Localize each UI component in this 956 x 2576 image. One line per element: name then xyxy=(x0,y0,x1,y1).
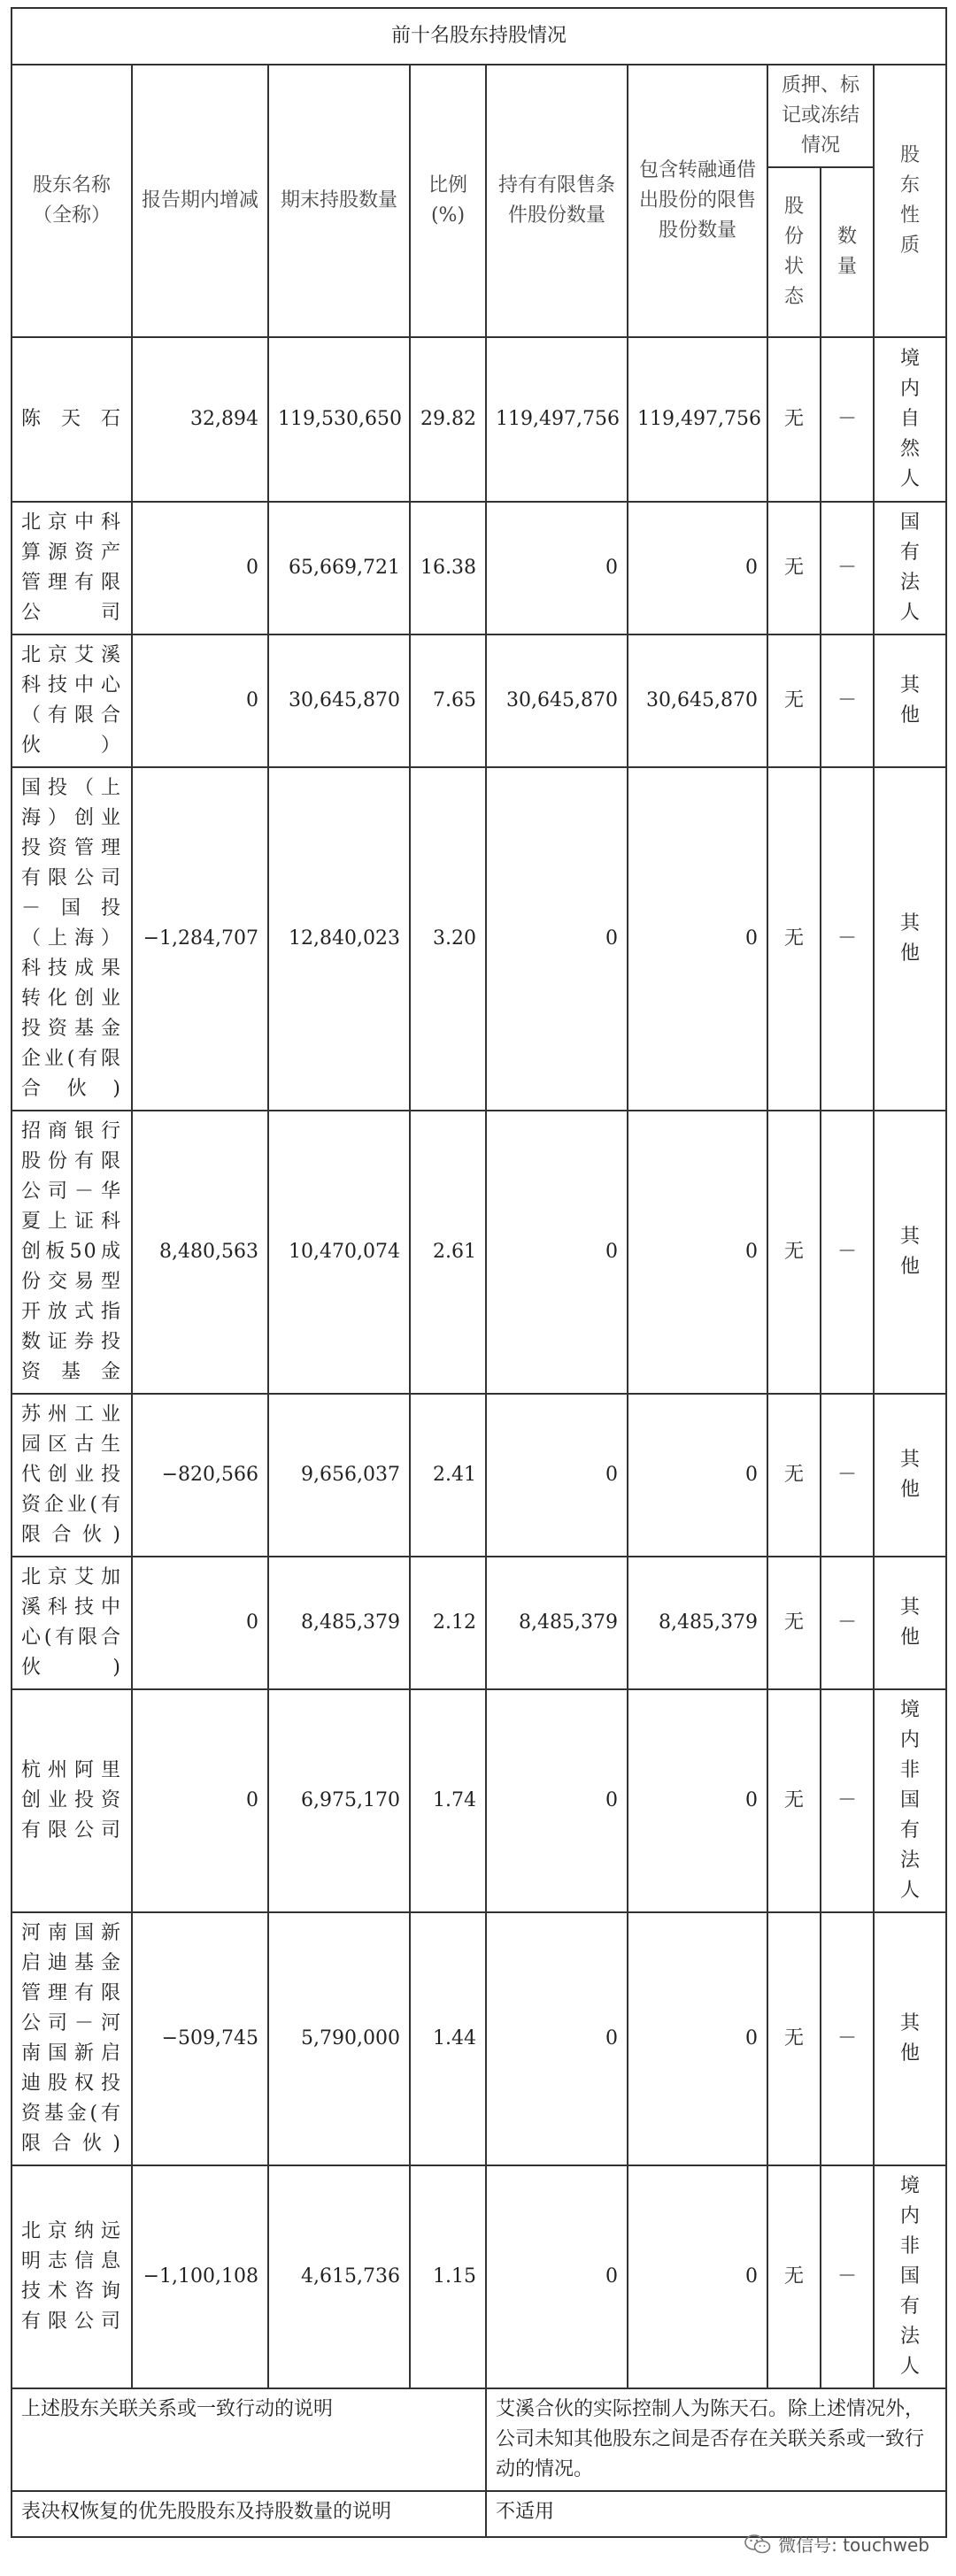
row-shares: 10,470,074 xyxy=(268,1111,410,1394)
row-shares: 6,975,170 xyxy=(268,1689,410,1912)
note-label: 表决权恢复的优先股股东及持股数量的说明 xyxy=(12,2491,486,2537)
row-shares: 4,615,736 xyxy=(268,2165,410,2388)
row-change: 0 xyxy=(132,634,268,767)
row-change: 0 xyxy=(132,1689,268,1912)
row-change: 0 xyxy=(132,1557,268,1689)
row-nature: 其他 xyxy=(874,1111,946,1394)
row-shares: 5,790,000 xyxy=(268,1912,410,2165)
row-pledge-status: 无 xyxy=(767,1689,821,1912)
row-restricted: 0 xyxy=(486,2165,628,2388)
table-row xyxy=(12,1557,946,1689)
row-lending: 0 xyxy=(628,1394,767,1557)
row-ratio: 7.65 xyxy=(410,634,486,767)
row-restricted: 0 xyxy=(486,1912,628,2165)
row-pledge-status: 无 xyxy=(767,502,821,634)
row-change: 0 xyxy=(132,502,268,634)
row-lending: 0 xyxy=(628,767,767,1111)
row-pledge-status: 无 xyxy=(767,1394,821,1557)
row-shares: 65,669,721 xyxy=(268,502,410,634)
row-name: 河南国新启迪基金管理有限公司－河南国新启迪股权投资基金(有限合伙) xyxy=(12,1912,132,2165)
row-change: −1,284,707 xyxy=(132,767,268,1111)
table-row xyxy=(12,1912,946,2165)
table-row xyxy=(12,634,946,767)
row-pledge-qty: － xyxy=(821,1912,874,2165)
watermark-text: 微信号: touchweb xyxy=(778,2534,929,2556)
row-pledge-qty: － xyxy=(821,2165,874,2388)
row-pledge-status: 无 xyxy=(767,767,821,1111)
table-row xyxy=(12,767,946,1111)
row-nature: 其他 xyxy=(874,1557,946,1689)
row-name: 北京艾溪科技中心（有限合伙） xyxy=(12,634,132,767)
row-shares: 9,656,037 xyxy=(268,1394,410,1557)
row-nature: 境内非国有法人 xyxy=(874,2165,946,2388)
table-row xyxy=(12,1689,946,1912)
note-row xyxy=(12,2388,946,2491)
header-pledge-qty: 数量 xyxy=(821,167,874,337)
header-pledge-group: 质押、标记或冻结情况 xyxy=(767,65,874,167)
table-title: 前十名股东持股情况 xyxy=(12,8,946,65)
row-name: 招商银行股份有限公司－华夏上证科创板50成份交易型开放式指数证券投资基金 xyxy=(12,1111,132,1394)
wechat-icon xyxy=(744,2534,771,2555)
row-lending: 0 xyxy=(628,502,767,634)
row-name: 国投（上海）创业投资管理有限公司－国投（上海）科技成果转化创业投资基金企业(有限合伙) xyxy=(12,767,132,1111)
row-nature: 其他 xyxy=(874,767,946,1111)
row-name: 北京纳远明志信息技术咨询有限公司 xyxy=(12,2165,132,2388)
row-pledge-status: 无 xyxy=(767,2165,821,2388)
row-pledge-status: 无 xyxy=(767,1912,821,2165)
row-lending: 0 xyxy=(628,1912,767,2165)
row-restricted: 0 xyxy=(486,1111,628,1394)
row-restricted: 0 xyxy=(486,1689,628,1912)
row-lending: 0 xyxy=(628,1689,767,1912)
header-name: 股东名称（全称） xyxy=(12,65,132,337)
row-lending: 0 xyxy=(628,2165,767,2388)
row-shares: 30,645,870 xyxy=(268,634,410,767)
row-ratio: 1.74 xyxy=(410,1689,486,1912)
row-lending: 0 xyxy=(628,1111,767,1394)
row-nature: 其他 xyxy=(874,634,946,767)
row-change: −1,100,108 xyxy=(132,2165,268,2388)
header-change: 报告期内增减 xyxy=(132,65,268,337)
row-nature: 其他 xyxy=(874,1912,946,2165)
row-ratio: 1.15 xyxy=(410,2165,486,2388)
table-row xyxy=(12,502,946,634)
row-lending: 119,497,756 xyxy=(628,337,767,502)
row-name: 陈天石 xyxy=(12,337,132,502)
row-pledge-qty: － xyxy=(821,634,874,767)
row-pledge-status: 无 xyxy=(767,634,821,767)
row-shares: 12,840,023 xyxy=(268,767,410,1111)
row-restricted: 0 xyxy=(486,502,628,634)
header-ratio: 比例(%) xyxy=(410,65,486,337)
header-restricted: 持有有限售条件股份数量 xyxy=(486,65,628,337)
table-row xyxy=(12,337,946,502)
table-row xyxy=(12,1394,946,1557)
row-change: −820,566 xyxy=(132,1394,268,1557)
row-pledge-status: 无 xyxy=(767,1111,821,1394)
row-pledge-status: 无 xyxy=(767,1557,821,1689)
row-pledge-qty: － xyxy=(821,502,874,634)
row-name: 北京艾加溪科技中心(有限合伙) xyxy=(12,1557,132,1689)
table-row xyxy=(12,2165,946,2388)
row-shares: 8,485,379 xyxy=(268,1557,410,1689)
row-nature: 境内自然人 xyxy=(874,337,946,502)
row-pledge-qty: － xyxy=(821,767,874,1111)
table-row xyxy=(12,1111,946,1394)
row-restricted: 30,645,870 xyxy=(486,634,628,767)
row-name: 杭州阿里创业投资有限公司 xyxy=(12,1689,132,1912)
row-change: 8,480,563 xyxy=(132,1111,268,1394)
row-ratio: 2.41 xyxy=(410,1394,486,1557)
row-lending: 8,485,379 xyxy=(628,1557,767,1689)
row-restricted: 8,485,379 xyxy=(486,1557,628,1689)
row-restricted: 0 xyxy=(486,767,628,1111)
row-name: 苏州工业园区古生代创业投资企业(有限合伙) xyxy=(12,1394,132,1557)
row-ratio: 2.61 xyxy=(410,1111,486,1394)
header-shares: 期末持股数量 xyxy=(268,65,410,337)
shareholder-table-container xyxy=(11,7,945,2538)
row-pledge-qty: － xyxy=(821,1557,874,1689)
row-change: −509,745 xyxy=(132,1912,268,2165)
row-ratio: 2.12 xyxy=(410,1557,486,1689)
row-nature: 其他 xyxy=(874,1394,946,1557)
row-restricted: 0 xyxy=(486,1394,628,1557)
row-ratio: 1.44 xyxy=(410,1912,486,2165)
header-nature: 股东性质 xyxy=(874,65,946,337)
row-ratio: 3.20 xyxy=(410,767,486,1111)
row-pledge-qty: － xyxy=(821,1689,874,1912)
row-lending: 30,645,870 xyxy=(628,634,767,767)
note-label: 上述股东关联关系或一致行动的说明 xyxy=(12,2388,486,2491)
note-value: 不适用 xyxy=(486,2491,946,2537)
row-ratio: 29.82 xyxy=(410,337,486,502)
row-nature: 国有法人 xyxy=(874,502,946,634)
row-shares: 119,530,650 xyxy=(268,337,410,502)
row-restricted: 119,497,756 xyxy=(486,337,628,502)
top10-shareholders-table xyxy=(11,7,947,2538)
row-pledge-status: 无 xyxy=(767,337,821,502)
row-change: 32,894 xyxy=(132,337,268,502)
row-nature: 境内非国有法人 xyxy=(874,1689,946,1912)
row-pledge-qty: － xyxy=(821,337,874,502)
watermark xyxy=(744,2531,929,2557)
row-ratio: 16.38 xyxy=(410,502,486,634)
row-pledge-qty: － xyxy=(821,1111,874,1394)
row-pledge-qty: － xyxy=(821,1394,874,1557)
header-lending: 包含转融通借出股份的限售股份数量 xyxy=(628,65,767,337)
row-name: 北京中科算源资产管理有限公司 xyxy=(12,502,132,634)
note-value: 艾溪合伙的实际控制人为陈天石。除上述情况外，公司未知其他股东之间是否存在关联关系或一致行动的情况。 xyxy=(486,2388,946,2491)
header-pledge-status: 股份状态 xyxy=(767,167,821,337)
